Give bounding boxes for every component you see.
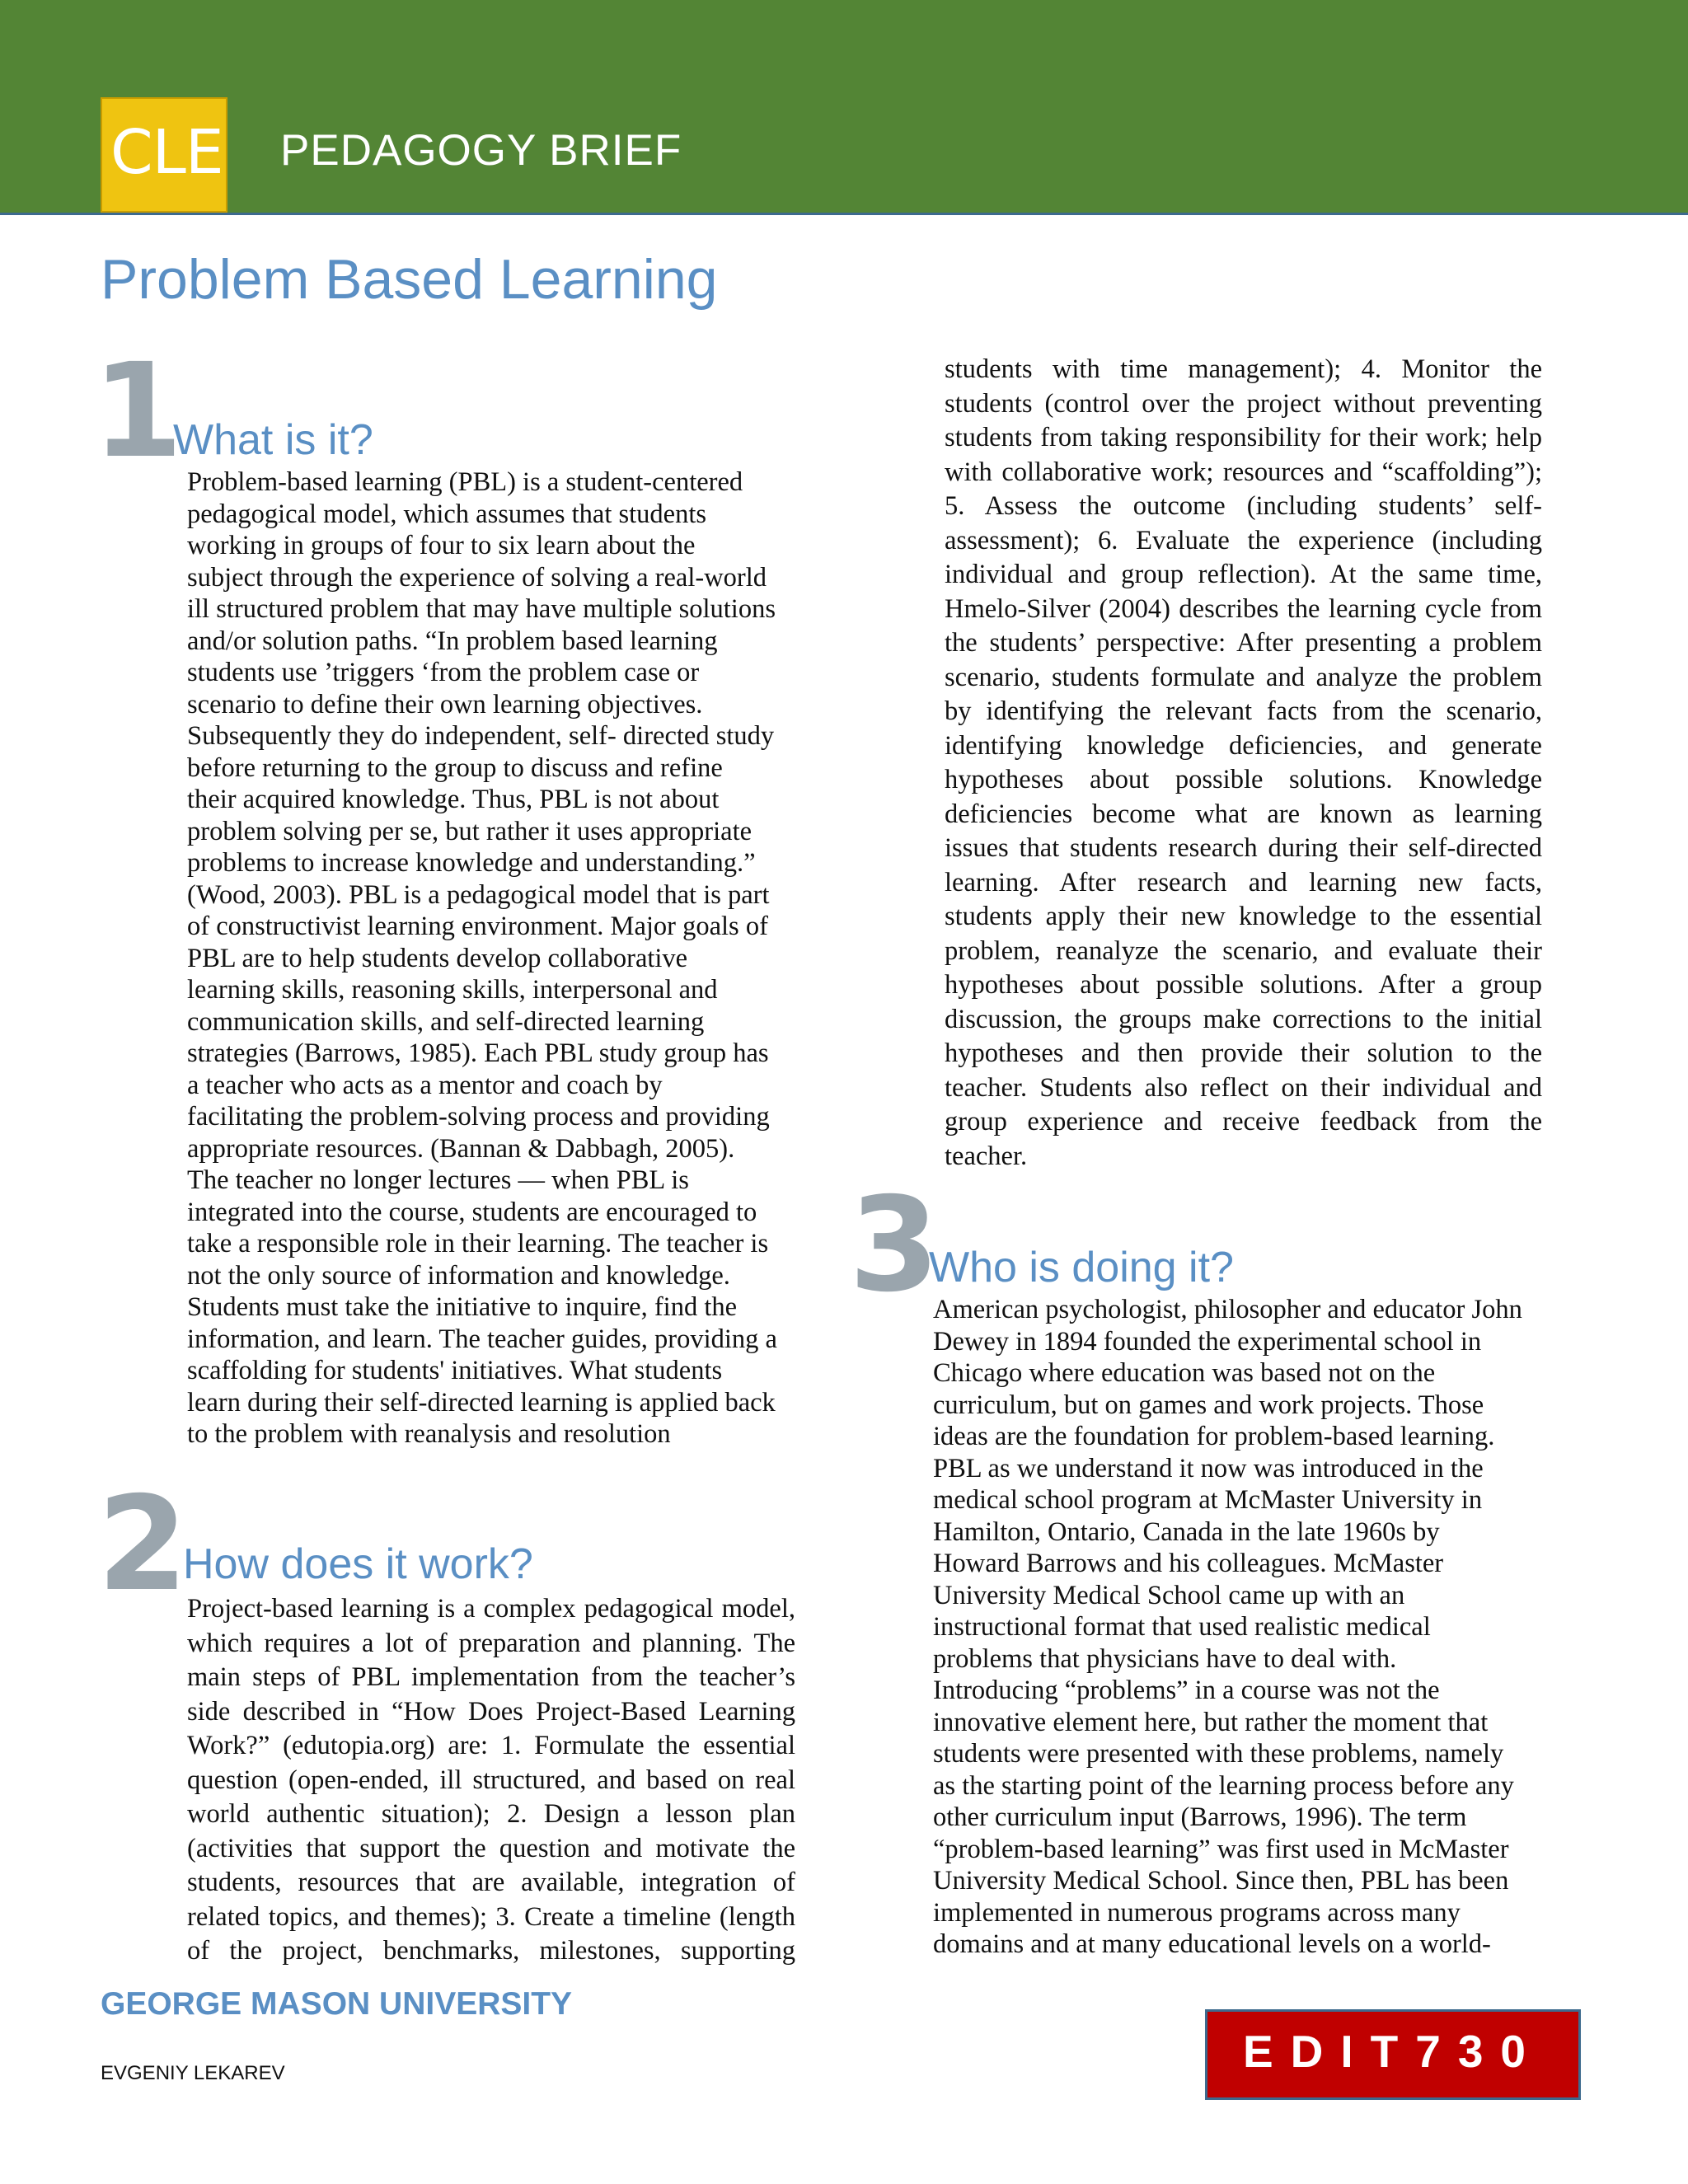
text-line: ideas are the foundation for problem-based learning. bbox=[933, 1422, 1495, 1451]
text-line: Howard Barrows and his colleagues. McMaster bbox=[933, 1549, 1444, 1578]
text-line: integrated into the course, students are encouraged to bbox=[187, 1197, 757, 1227]
text-line: by identifying the relevant facts from the scenario, bbox=[945, 696, 1542, 726]
text-line: domains and at many educational levels on a world- bbox=[933, 1929, 1491, 1959]
text-line: Work?” (edutopia.org) are: 1. Formulate the essential bbox=[187, 1731, 795, 1760]
text-line: not the only source of information and knowledge. bbox=[187, 1260, 730, 1291]
text-line: as the starting point of the learning process before any bbox=[933, 1770, 1514, 1801]
text-line: University Medical School. Since then, PBL has been bbox=[933, 1866, 1509, 1896]
text-line: Hmelo-Silver (2004) describes the learning cycle from bbox=[945, 593, 1542, 624]
text-line: students, resources that are available, integration of bbox=[187, 1868, 795, 1897]
text-line: group experience and receive feedback from the bbox=[945, 1107, 1542, 1137]
text-line: information, and learn. The teacher guides, providing a bbox=[187, 1324, 777, 1354]
text-line: PBL are to help students develop collaborative bbox=[187, 943, 688, 973]
text-line: scenario to define their own learning objectives. bbox=[187, 689, 703, 719]
text-line: strategies (Barrows, 1985). Each PBL study group has bbox=[187, 1038, 769, 1068]
text-line: teacher. Students also reflect on their individual and bbox=[945, 1072, 1542, 1103]
text-line: Introducing “problems” in a course was not the bbox=[933, 1675, 1440, 1705]
text-line: world authentic situation); 2. Design a lesson plan bbox=[187, 1799, 795, 1829]
text-line: learn during their self-directed learning is applied back bbox=[187, 1387, 776, 1418]
text-line: “problem-based learning” was first used in McMaster bbox=[933, 1834, 1509, 1864]
text-line: students apply their new knowledge to the essential bbox=[945, 902, 1542, 931]
text-line: problems to increase knowledge and understanding.” bbox=[187, 848, 756, 878]
section-1-heading: What is it? bbox=[173, 416, 373, 464]
text-line: American psychologist, philosopher and educator John bbox=[933, 1295, 1522, 1324]
text-line: assessment); 6. Evaluate the experience (including bbox=[945, 525, 1542, 555]
text-line: implemented in numerous programs across many bbox=[933, 1897, 1461, 1928]
section-3-body bbox=[933, 1294, 1551, 1961]
text-line: Dewey in 1894 founded the experimental school in bbox=[933, 1326, 1482, 1357]
section-3-heading: Who is doing it? bbox=[929, 1244, 1234, 1291]
text-line: question (open-ended, ill structured, and based on real bbox=[187, 1765, 795, 1795]
text-line: to the problem with reanalysis and resolution bbox=[187, 1419, 671, 1449]
text-line: medical school program at McMaster University in bbox=[933, 1485, 1483, 1515]
brief-label: PEDAGOGY BRIEF bbox=[280, 126, 682, 175]
text-line: 5. Assess the outcome (including students’ self- bbox=[945, 491, 1542, 521]
author-name: EVGENIY LEKAREV bbox=[101, 2062, 285, 2084]
text-line: students with time management); 4. Monitor the bbox=[945, 354, 1542, 384]
text-line: working in groups of four to six learn about the bbox=[187, 531, 696, 560]
text-line: students (control over the project without preventing bbox=[945, 388, 1542, 419]
text-line: students from taking responsibility for their work; help bbox=[945, 423, 1542, 452]
text-line: appropriate resources. (Bannan & Dabbagh, 2005). bbox=[187, 1133, 735, 1164]
section-2-continued-body bbox=[945, 353, 1542, 1174]
text-line: instructional format that used realistic medical bbox=[933, 1612, 1431, 1642]
section-3-number: 3 bbox=[849, 1169, 935, 1321]
text-line: identifying knowledge deficiencies, and generate bbox=[945, 730, 1542, 761]
text-line: hypotheses and then provide their solution to the bbox=[945, 1038, 1542, 1068]
text-line: and/or solution paths. “In problem based learning bbox=[187, 626, 718, 656]
text-line: the students’ perspective: After presenting a problem bbox=[945, 628, 1542, 658]
text-line: before returning to the group to discuss and refine bbox=[187, 752, 723, 783]
text-line: pedagogical model, which assumes that students bbox=[187, 499, 707, 529]
text-line: with collaborative work; resources and “scaffolding”); bbox=[945, 457, 1542, 487]
text-line: University Medical School came up with an bbox=[933, 1580, 1405, 1610]
text-line: other curriculum input (Barrows, 1996). The term bbox=[933, 1802, 1467, 1832]
page-title: Problem Based Learning bbox=[101, 248, 718, 311]
text-line: (Wood, 2003). PBL is a pedagogical model that is part bbox=[187, 879, 770, 910]
text-line: main steps of PBL implementation from the teacher’s bbox=[187, 1662, 795, 1692]
text-line: The teacher no longer lectures — when PBL is bbox=[187, 1165, 689, 1195]
text-line: Chicago where education was based not on the bbox=[933, 1358, 1436, 1388]
header-banner bbox=[0, 0, 1688, 215]
section-2-number: 2 bbox=[97, 1469, 183, 1620]
text-line: Subsequently they do independent, self- directed study bbox=[187, 721, 775, 751]
text-line: which requires a lot of preparation and planning. The bbox=[187, 1628, 795, 1658]
text-line: teacher. bbox=[945, 1141, 1028, 1171]
text-line: a teacher who acts as a mentor and coach by bbox=[187, 1070, 663, 1100]
text-line: problem, reanalyze the scenario, and evaluate their bbox=[945, 935, 1542, 966]
cle-logo bbox=[101, 97, 227, 213]
text-line: discussion, the groups make corrections to the initial bbox=[945, 1004, 1542, 1034]
text-line: students use ’triggers ‘from the problem case or bbox=[187, 658, 700, 687]
text-line: of constructivist learning environment. Major goals of bbox=[187, 912, 768, 941]
text-line: communication skills, and self-directed learning bbox=[187, 1006, 705, 1037]
text-line: students were presented with these problems, namely bbox=[933, 1739, 1504, 1769]
text-line: issues that students research during their self-directed bbox=[945, 833, 1542, 863]
text-line: their acquired knowledge. Thus, PBL is not about bbox=[187, 785, 720, 814]
text-line: scaffolding for students' initiatives. What students bbox=[187, 1356, 723, 1385]
university-name: GEORGE MASON UNIVERSITY bbox=[101, 1986, 573, 2022]
text-line: PBL as we understand it now was introduced in the bbox=[933, 1453, 1484, 1483]
text-line: individual and group reflection). At the same time, bbox=[945, 560, 1542, 589]
text-line: learning skills, reasoning skills, interpersonal and bbox=[187, 975, 718, 1005]
text-line: hypotheses about possible solutions. After a group bbox=[945, 970, 1542, 1000]
text-line: problem solving per se, but rather it uses appropriate bbox=[187, 816, 753, 846]
text-line: scenario, students formulate and analyze the problem bbox=[945, 662, 1542, 692]
text-line: Students must take the initiative to inquire, find the bbox=[187, 1292, 738, 1322]
logo-text: CLE bbox=[110, 117, 223, 188]
course-badge bbox=[1205, 2009, 1581, 2100]
section-1-number: 1 bbox=[92, 335, 178, 487]
section-2-body bbox=[187, 1592, 795, 1969]
text-line: subject through the experience of solving a real-world bbox=[187, 562, 767, 593]
text-line: learning. After research and learning new facts, bbox=[945, 867, 1542, 898]
text-line: of the project, benchmarks, milestones, supporting bbox=[187, 1936, 795, 1966]
section-1-body bbox=[187, 466, 801, 1451]
text-line: take a responsible role in their learning. The teacher is bbox=[187, 1229, 769, 1258]
text-line: curriculum, but on games and work projects. Those bbox=[933, 1390, 1484, 1420]
text-line: innovative element here, but rather the moment that bbox=[933, 1707, 1489, 1737]
text-line: related topics, and themes); 3. Create a timeline (length bbox=[187, 1901, 795, 1932]
text-line: ill structured problem that may have multiple solutions bbox=[187, 594, 776, 624]
course-code: EDIT730 bbox=[1242, 2026, 1544, 2077]
text-line: problems that physicians have to deal with. bbox=[933, 1643, 1397, 1674]
section-2-heading: How does it work? bbox=[183, 1540, 533, 1588]
text-line: side described in “How Does Project-Based Learning bbox=[187, 1696, 795, 1727]
text-line: Problem-based learning (PBL) is a student-centered bbox=[187, 467, 743, 497]
text-line: deficiencies become what are known as learning bbox=[945, 799, 1542, 829]
text-line: Project-based learning is a complex pedagogical model, bbox=[187, 1594, 795, 1624]
text-line: facilitating the problem-solving process and providing bbox=[187, 1102, 770, 1132]
text-line: (activities that support the question and motivate the bbox=[187, 1833, 795, 1863]
text-line: hypotheses about possible solutions. Knowledge bbox=[945, 765, 1542, 794]
text-line: Hamilton, Ontario, Canada in the late 1960s by bbox=[933, 1516, 1440, 1547]
